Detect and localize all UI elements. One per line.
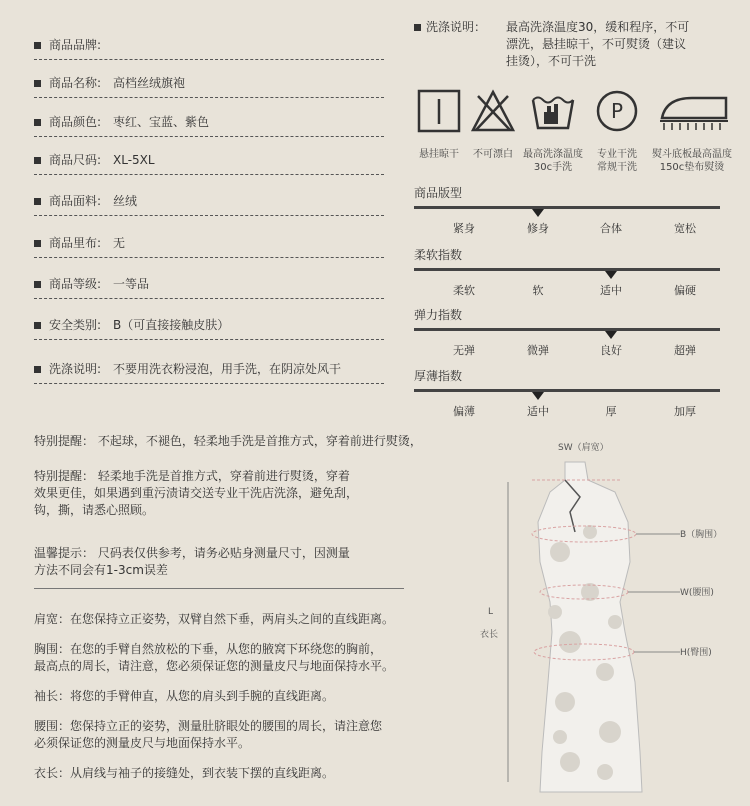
label-waist: W(腰围) [680,588,714,598]
special-note-2-line2: 效果更佳，如果遇到重污渍请交送专业干洗店洗涤，避免刮， [34,486,359,500]
row-label: 商品里布: [49,236,102,250]
iron-icon [652,88,732,134]
rating-level: 适中 [527,405,549,418]
label-shoulder-width: SW（肩宽） [558,443,609,453]
wash-icon-label: 熨斗底板最高温度 [652,149,732,160]
row-divider [34,298,384,299]
rating-scale-bar [414,206,720,209]
row-value: 高档丝绒旗袍 [113,76,186,90]
rating-title: 厚薄指数 [414,369,463,383]
product-row [34,74,384,91]
wash-icon-label: 最高洗涤温度 [523,149,583,160]
label-length-l: L [488,607,494,617]
row-divider [34,215,384,216]
measure-waist-line2: 必须保证您的测量皮尺与地面保持水平。 [34,736,251,750]
product-row [34,151,384,168]
rating-level: 加厚 [674,405,696,418]
rating-marker-icon [532,209,544,217]
rating-level: 适中 [600,284,622,297]
hang-dry-icon [416,88,462,134]
rating-title: 弹力指数 [414,308,463,322]
row-value: XL-5XL [113,153,155,167]
rating-marker-icon [605,271,617,279]
bullet-icon [34,157,41,164]
label-bust: B（胸围） [680,530,723,540]
row-divider [34,59,384,60]
row-divider [34,97,384,98]
row-label: 商品尺码: [49,153,102,167]
row-value: 不要用洗衣粉浸泡，用手洗，在阴凉处风干 [113,362,342,376]
rating-level: 良好 [600,344,622,357]
rating-scale-bar [414,268,720,271]
rating-level: 宽松 [674,222,696,235]
row-value: B（可直接接触皮肤） [113,318,230,332]
measure-chest-line2: 最高点的周长，请注意，您必须保证您的测量皮尺与地面保持水平。 [34,659,395,673]
rating-level: 合体 [600,222,622,235]
measure-sleeve: 袖长：将您的手臂伸直，从您的肩头到手腕的直线距离。 [34,689,335,703]
bullet-icon [34,240,41,247]
bullet-icon [34,80,41,87]
wash-text-line2: 漂洗，悬挂晾干，不可熨烫（建议 [506,37,687,51]
wash-30-icon [530,88,576,134]
rating-level: 微弹 [527,344,549,357]
warm-tip-line2: 方法不同会有1-3cm误差 [34,563,168,577]
product-row [34,192,384,209]
qipao-diagram [470,452,740,802]
warm-tip-line1: 温馨提示： 尺码表仅供参考，请务必贴身测量尺寸，因测量 [34,546,350,560]
row-label: 商品品牌: [49,38,102,52]
row-label: 洗涤说明: [49,362,102,376]
wash-icon-label: 悬挂晾干 [419,149,459,160]
rating-level: 偏硬 [674,284,696,297]
rating-marker-icon [532,392,544,400]
row-label: 商品等级: [49,277,102,291]
rating-level: 无弹 [453,344,475,357]
measure-waist-line1: 腰围：您保持立正的姿势，测量肚脐眼处的腰围的周长，请注意您 [34,719,383,733]
rating-level: 修身 [527,222,549,235]
no-bleach-icon [470,88,516,134]
divider [34,588,404,589]
wash-icon-label: 专业干洗 [597,149,637,160]
row-label: 商品名称: [49,76,102,90]
row-value: 无 [113,236,126,250]
rating-level: 偏薄 [453,405,475,418]
special-note-1: 特别提醒： 不起球，不褪色，轻柔地手洗是首推方式，穿着前进行熨烫， [34,434,422,448]
wash-icon-label: 不可漂白 [473,149,513,160]
rating-level: 厚 [605,405,617,418]
row-divider [34,383,384,384]
measure-chest-line1: 胸围：在您的手臂自然放松的下垂，从您的腋窝下环绕您的胸前， [34,642,383,656]
label-length: 衣长 [480,630,499,640]
bullet-icon [34,322,41,329]
row-value: 枣红、宝蓝、紫色 [113,115,210,129]
rating-marker-icon [605,331,617,339]
measure-length: 衣长：从肩线与袖子的接缝处，到衣装下摆的直线距离。 [34,766,335,780]
rating-level: 柔软 [453,284,475,297]
row-label: 商品面料: [49,194,102,208]
special-note-2-line3: 钩，撕，请悉心照顾。 [34,503,155,517]
rating-level: 超弹 [674,344,696,357]
wash-title: 洗涤说明： [426,20,487,34]
row-label: 安全类别: [49,318,102,332]
svg-text:P: P [610,99,624,123]
wash-icon-label: 150c垫布熨烫 [659,162,725,173]
wash-icon-label: 常规干洗 [597,162,637,173]
product-row [34,316,384,333]
wash-text-line3: 挂烫），不可干洗 [506,54,597,68]
wash-text-line1: 最高洗涤温度30，缓和程序，不可 [506,20,690,34]
measure-shoulder: 肩宽：在您保持立正姿势，双臂自然下垂，两肩头之间的直线距离。 [34,612,395,626]
bullet-icon [34,119,41,126]
rating-level: 软 [532,284,544,297]
row-divider [34,339,384,340]
row-divider [34,257,384,258]
row-divider [34,136,384,137]
dry-clean-p-icon [594,88,640,134]
bullet-icon [34,198,41,205]
row-divider [34,174,384,175]
row-value: 一等品 [113,277,150,291]
product-row [34,360,384,377]
rating-level: 紧身 [453,222,475,235]
special-note-2-line1: 特别提醒： 轻柔地手洗是首推方式，穿着前进行熨烫，穿着 [34,469,350,483]
bullet-icon [34,281,41,288]
bullet-icon [34,366,41,373]
product-row [34,113,384,130]
label-hip: H(臀围) [680,648,712,658]
bullet-icon [34,42,41,49]
product-row [34,36,384,53]
row-value: 丝绒 [113,194,138,208]
product-row [34,275,384,292]
rating-scale-bar [414,389,720,392]
rating-title: 商品版型 [414,186,463,200]
rating-title: 柔软指数 [414,248,463,262]
wash-icon-label: 30c手洗 [533,162,573,173]
product-row [34,234,384,251]
wash-bullet [414,24,421,31]
row-label: 商品颜色: [49,115,102,129]
rating-scale-bar [414,328,720,331]
